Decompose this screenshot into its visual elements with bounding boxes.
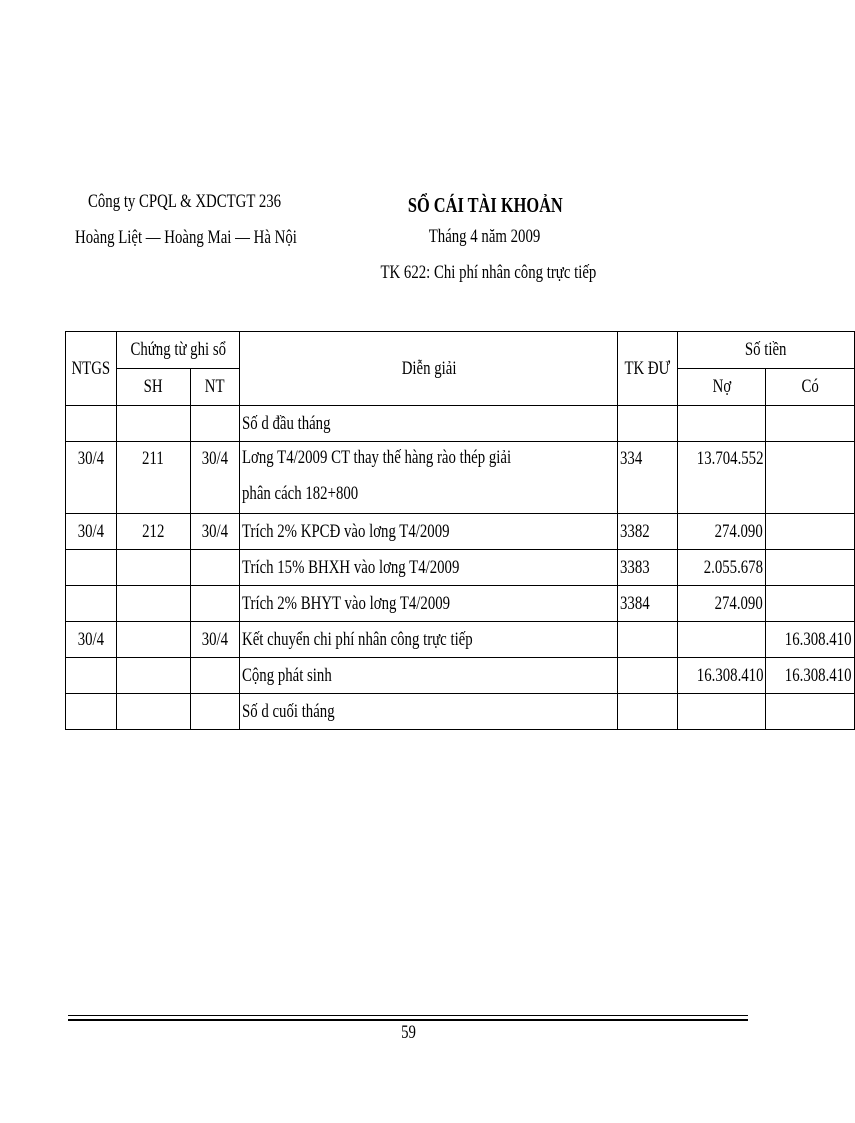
header-ntgs: NTGS: [66, 332, 117, 406]
header-description: Diễn giải: [240, 332, 618, 406]
cell-credit: [766, 694, 855, 730]
cell-ntgs: [66, 586, 117, 622]
cell-description: Số d cuối tháng: [240, 694, 618, 730]
cell-nt: 30/4: [190, 442, 239, 514]
footer-rule-thick: [68, 1019, 748, 1021]
cell-nt: [190, 658, 239, 694]
footer-rule-thin: [68, 1015, 748, 1016]
cell-sh: 212: [116, 514, 190, 550]
cell-sh: [116, 550, 190, 586]
cell-ntgs: 30/4: [66, 514, 117, 550]
cell-credit: [766, 586, 855, 622]
header-credit: Có: [766, 369, 855, 406]
cell-ntgs: [66, 550, 117, 586]
header-amount: Số tiền: [677, 332, 854, 369]
cell-tkdu: 3382: [618, 514, 678, 550]
cell-description: Trích 2% BHYT vào lơng T4/2009: [240, 586, 618, 622]
table-row: [66, 622, 855, 658]
table-row: [66, 658, 855, 694]
cell-debit: 16.308.410: [677, 658, 766, 694]
ledger-period: Tháng 4 năm 2009: [429, 226, 541, 247]
cell-debit: 2.055.678: [677, 550, 766, 586]
cell-debit: [677, 622, 766, 658]
cell-nt: 30/4: [190, 514, 239, 550]
cell-sh: [116, 406, 190, 442]
table-row: [66, 406, 855, 442]
cell-tkdu: [618, 406, 678, 442]
cell-description: Số d đầu tháng: [240, 406, 618, 442]
cell-description: Trích 2% KPCĐ vào lơng T4/2009: [240, 514, 618, 550]
cell-credit: 16.308.410: [766, 658, 855, 694]
cell-sh: [116, 622, 190, 658]
header-debit: Nợ: [677, 369, 766, 406]
cell-description: Kết chuyển chi phí nhân công trực tiếp: [240, 622, 618, 658]
ledger-account: TK 622: Chi phí nhân công trực tiếp: [380, 262, 597, 283]
ledger-title: SỔ CÁI TÀI KHOẢN: [407, 193, 563, 217]
cell-credit: [766, 550, 855, 586]
cell-nt: [190, 406, 239, 442]
cell-sh: [116, 586, 190, 622]
cell-tkdu: 3383: [618, 550, 678, 586]
cell-nt: [190, 586, 239, 622]
cell-tkdu: 3384: [618, 586, 678, 622]
page-number: 59: [400, 1022, 416, 1043]
cell-sh: [116, 658, 190, 694]
cell-sh: 211: [116, 442, 190, 514]
cell-ntgs: 30/4: [66, 442, 117, 514]
company-name: Công ty CPQL & XDCTGT 236: [88, 191, 282, 212]
table-row: [66, 550, 855, 586]
cell-credit: [766, 514, 855, 550]
cell-ntgs: [66, 658, 117, 694]
cell-debit: 274.090: [677, 586, 766, 622]
cell-tkdu: [618, 694, 678, 730]
cell-description: Trích 15% BHXH vào lơng T4/2009: [240, 550, 618, 586]
company-address: Hoàng Liệt — Hoàng Mai — Hà Nội: [75, 227, 297, 248]
cell-nt: 30/4: [190, 622, 239, 658]
cell-credit: [766, 442, 855, 514]
cell-ntgs: [66, 694, 117, 730]
cell-credit: [766, 406, 855, 442]
cell-nt: [190, 550, 239, 586]
cell-description: Lơng T4/2009 CT thay thế hàng rào thép giải phân cách 182+800: [240, 442, 618, 514]
ledger-table: [65, 331, 855, 730]
cell-tkdu: [618, 622, 678, 658]
cell-description: Cộng phát sinh: [240, 658, 618, 694]
table-row: [66, 442, 855, 514]
cell-debit: [677, 406, 766, 442]
header-tkdu: TK ĐƯ: [618, 332, 678, 406]
cell-ntgs: 30/4: [66, 622, 117, 658]
table-row: [66, 694, 855, 730]
cell-ntgs: [66, 406, 117, 442]
cell-nt: [190, 694, 239, 730]
cell-tkdu: [618, 658, 678, 694]
header-nt: NT: [190, 369, 239, 406]
cell-debit: 274.090: [677, 514, 766, 550]
cell-credit: 16.308.410: [766, 622, 855, 658]
table-row: [66, 586, 855, 622]
cell-tkdu: 334: [618, 442, 678, 514]
cell-debit: [677, 694, 766, 730]
cell-debit: 13.704.552: [677, 442, 766, 514]
header-sh: SH: [116, 369, 190, 406]
cell-sh: [116, 694, 190, 730]
header-voucher: Chứng từ ghi sổ: [116, 332, 239, 369]
table-row: [66, 514, 855, 550]
